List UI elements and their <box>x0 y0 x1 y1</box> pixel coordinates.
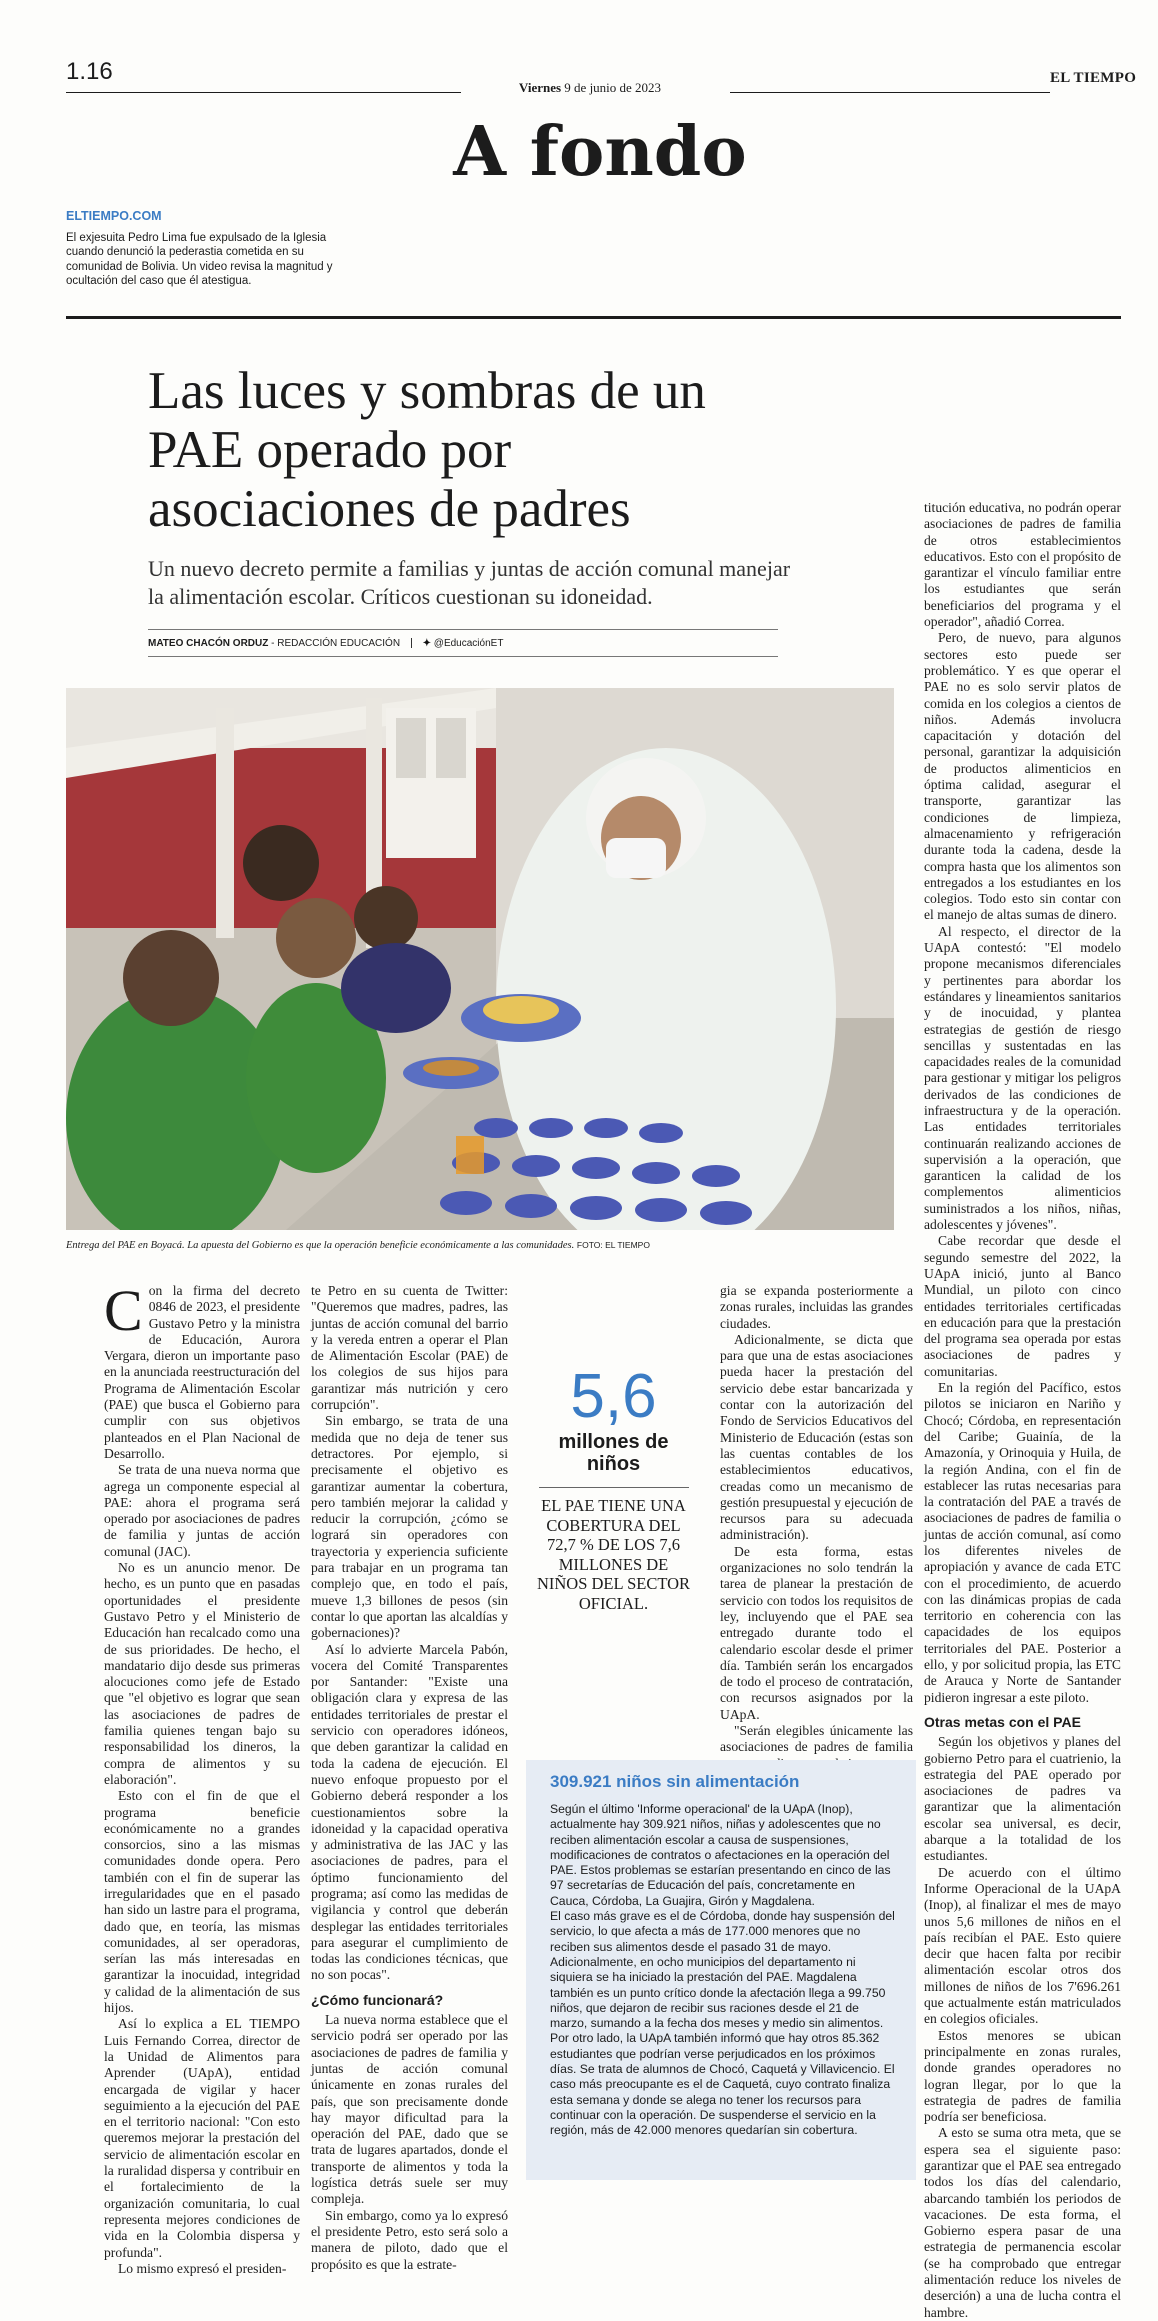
page-date <box>470 80 710 96</box>
body-column-4 <box>924 500 1121 2321</box>
body-paragraph: Adicionalmente, se dicta que para que una de estas asociaciones pueda hacer la prestación del servicio debe estar bancarizada y contar con la autorización del Fondo de Servicios Educativos del Ministerio de Educación (estas son las cuentas contables de los establecimientos educativos, creadas como un mecanismo de gestión presupuestal y ejecución de recursos para su adecuada administración). <box>720 1331 913 1543</box>
subheading-como-funcionara: ¿Cómo funcionará? <box>311 1991 444 2008</box>
article-headline: Las luces y sombras de un PAE operado por asociaciones de padres <box>148 362 706 538</box>
body-paragraph: Lo mismo expresó el presiden- <box>118 2260 287 2276</box>
byline <box>148 638 503 649</box>
body-paragraph: Sin embargo, se trata de una medida que no deja de tener sus detractores. Por ejemplo, si precisamente el objetivo es garantizar aumentar la cobertura, pero también mejorar la calidad y reducir la corrupción, ¿cómo se logrará sin operadores con trayectoria y experiencia suficiente para trabajar en un programa tan complejo que, en todo el país, mueve 1,3 billones de pesos (sin contar lo que aportan las alcaldías y gobernaciones)? <box>311 1413 508 1641</box>
body-paragraph: En la región del Pacífico, estos pilotos se iniciaron en Nariño y Chocó; Córdoba, en representación del Caribe; Guainía, de la Amazonía, y Orinoquia y Huila, de la región Andina, con el fin de establecer las rutas necesarias para la contratación del PAE a través de asociaciones de padres de familia o juntas de acción comunal, así como los diferentes niveles de apropiación y avance de cada ETC con el procedimiento, de acuerdo con las dinámicas propias de cada territorio en coherencia con las capacidades de los equipos territoriales del PAE. Posterior a ello, y por solicitud propia, las ETC de Arauca y Norte de Santander pidieron ingresar a este piloto. <box>924 1380 1121 1705</box>
body-paragraph: Cabe recordar que desde el segundo semestre del 2022, la UApA inició, junto al Banco Mundial, un piloto con cinco entidades territoriales certificadas en educación para que la prestación del programa sea operada por estas asociaciones de padres y comunitarias. <box>924 1233 1121 1379</box>
body-paragraph: No es un anuncio menor. De hecho, es un punto que en pasadas oportunidades el presidente Gustavo Petro y el Ministerio de Educación han recalcado como una de sus prioridades. De hecho, el mandatario dijo desde sus primeras alocuciones como jefe de Estado que "el objetivo es lograr que sean las asociaciones de padres de familia quienes tengan bajo su responsabilidad los dineros, la compra de alimentos y su elaboración". <box>104 1560 300 1787</box>
body-paragraph: Se trata de una nueva norma que agrega un componente especial al PAE: ahora el programa será operado por asociaciones de padres de familia y juntas de acción comunal (JAC). <box>104 1462 300 1559</box>
body-paragraph: De acuerdo con el último Informe Operacional de la UApA (Inop), al finalizar el mes de mayo unos 5,6 millones de niños en el país recibían el PAE. Esto quiere decir que hacen falta por recibir alimentación escolar otros dos millones de niños de los 7'696.261 que actualmente están matriculados en colegios oficiales. <box>924 1864 1121 2027</box>
photo-credit: FOTO: EL TIEMPO <box>576 1240 650 1250</box>
box-paragraph: Por otro lado, la UApA también informó que hay otros 85.362 estudiantes que podrían verse perjudicados en los próximos días. Se trata de alumnos de Chocó, Caquetá y Villavicencio. El caso más preocupante es el de Caquetá, cuyo contrato finaliza esta semana y donde se alega no tener los recursos para continuar con la operación. De suspenderse el servicio en la región, más de 42.000 menores quedarían sin cobertura. <box>550 2031 895 2138</box>
body-paragraph: A esto se suma otra meta, que se espera sea el siguiente paso: garantizar que el PAE sea entregado todos los días del calendario, abarcando también los periodos de vacaciones. De esta forma, el Gobierno espera pasar de una estrategia de permanencia escolar (se ha comprobado que entregar alimentación reduce los niveles de deserción) a una de lucha contra el hambre. <box>924 2125 1121 2320</box>
section-divider <box>66 316 1121 319</box>
body-paragraph: gia se expanda posteriormente a zonas rurales, incluidas las grandes ciudades. <box>720 1283 913 1331</box>
stat-divider <box>539 1487 689 1488</box>
header-rule-left <box>66 92 461 93</box>
body-paragraph: Estos menores se ubican principalmente en zonas rurales, donde grandes operadores no logran llegar, por lo que la estrategia de padres de familia podría ser beneficiosa. <box>924 2027 1121 2125</box>
body-paragraph: Según los objetivos y planes del gobierno Petro para el cuatrienio, la estrategia del PAE operado por asociaciones de padres va garantizar que la alimentación escolar sea universal, es decir, abarque a la totalidad de los estudiantes. <box>924 1734 1121 1864</box>
stat-number: 5,6 <box>570 1362 657 1431</box>
byline-rule-top <box>148 629 778 630</box>
sidebar-box <box>526 1760 916 2180</box>
body-column-2 <box>311 1283 508 2273</box>
body-column-3 <box>720 1283 913 1772</box>
byline-separator <box>411 638 412 648</box>
byline-rule-bottom <box>148 656 778 657</box>
twitter-icon: ✦ <box>422 638 432 649</box>
section-title: A fondo <box>453 112 747 192</box>
body-paragraph: te Petro en su cuenta de Twitter: "Queremos que madres, padres, las juntas de acción comunal del barrio y la vereda entren a operar el Plan de Alimentación Escolar (PAE) de los colegios de sus hijos para garantizar más nutrición y cero corrupción". <box>311 1283 508 1413</box>
body-paragraph: Sin embargo, como ya lo expresó el presidente Petro, esto será solo a manera de piloto, dado que el propósito es que la estrate- <box>311 2207 508 2272</box>
article-photo <box>66 688 894 1230</box>
box-paragraph: Según el último 'Informe operacional' de la UApA (Inop), actualmente hay 309.921 niños, niñas y adolescentes que no reciben alimentación escolar a causa de suspensiones, modificaciones de contratos o afectaciones en la operación del PAE. Estos problemas se estarían presentando en cinco de las 97 secretarías de Educación del país, concretamente en Cauca, Córdoba, La Guajira, Girón y Magdalena. <box>550 1802 891 1908</box>
header-rule-right <box>730 92 1050 93</box>
page-number: 1.16 <box>66 58 113 85</box>
byline-role: - REDACCIÓN EDUCACIÓN <box>268 638 401 649</box>
box-paragraph: El caso más grave es el de Córdoba, donde hay suspensión del servicio, lo que afecta a más de 177.000 menores que no reciben sus alimentos desde el pasado 31 de mayo. Adicionalmente, en ocho municipios del departamento ni siquiera se ha iniciado la prestación del PAE. Magdalena también es un punto crítico donde la afectación llega a 99.750 niños, que dejaron de recibir sus raciones desde el 21 de marzo, sumando a la fecha dos meses y medio sin alimentos. <box>550 1909 895 2031</box>
byline-handle[interactable]: @EducaciónET <box>433 638 504 649</box>
box-title: 309.921 niños sin alimentación <box>550 1772 800 1791</box>
photo-caption-text: Entrega del PAE en Boyacá. La apuesta del Gobierno es que la operación beneficie económicamente a las comunidades. <box>66 1240 575 1251</box>
date-rest: 9 de junio de 2023 <box>564 80 662 95</box>
body-paragraph: Al respecto, el director de la UApA contestó: "El modelo propone mecanismos diferenciales y pertinentes para abordar los estándares y lineamientos sanitarios y de inocuidad, y plantea estrategias de gestión de riesgo sencillas y sustentadas en las capacidades reales de la comunidad para gestionar y mitigar los peligros derivados de las condiciones de infraestructura y de la operación. Las entidades territoriales continuarán realizando acciones de supervisión a la operación, que garanticen la calidad de los complementos alimenticios suministrados a los niños, niñas, adolescentes y jóvenes". <box>924 923 1121 1233</box>
body-paragraph: Así lo advierte Marcela Pabón, vocera del Comité Transparentes por Santander: "Existe una obligación clara y expresa de las entidades territoriales de prestar el servicio con operadores idóneos, que deben garantizar la calidad en toda la cadena de ejecución. El nuevo enfoque propuesto por el Gobierno deberá responder a los cuestionamientos sobre la idoneidad y la capacidad operativa y administrativa de las JAC y las asociaciones de padres, para el óptimo funcionamiento del programa; así como las medidas de vigilancia y control que deberán desplegar las entidades territoriales para asegurar el cumplimiento de todas las condiciones técnicas, que no son pocas". <box>311 1641 508 1983</box>
body-paragraph: Así lo explica a EL TIEMPO Luis Fernando Correa, director de la Unidad de Alimentos para Aprender (UApA), entidad encargada de vigilar y hacer seguimiento a la ejecución del PAE en el territorio nacional: "Con esto queremos mejorar la prestación del servicio de alimentación escolar en la ruralidad dispersa y contribuir en el fortalecimiento de la organización comunitaria, lo cual representa mejores condiciones de vida en la Colombia dispersa y profunda". <box>104 2016 300 2260</box>
body-paragraph: De esta forma, estas organizaciones no solo tendrán la tarea de planear la prestación de servicio con todos los requisitos de ley, incluyendo que el PAE sea entregado durante todo el calendario escolar desde el primer día. También serán los encargados de todo el proceso de contratación, con recursos asignados por la UApA. <box>720 1543 913 1722</box>
body-paragraph: Pero, de nuevo, para algunos sectores esto puede ser problemático. Y es que operar el PAE no es solo servir platos de comida en los colegios a cientos de niños. Además involucra capacitación y dotación del personal, garantizar la adquisición de productos alimenticios en óptima calidad, asegurar el transporte, garantizar las condiciones de limpieza, almacenamiento y refrigeración durante toda la cadena, desde la compra hasta que los alimentos son entregados a los estudiantes en los colegios. Todo esto sin contar con el manejo de altas sumas de dinero. <box>924 630 1121 923</box>
body-column-1 <box>104 1278 300 2277</box>
promo-site-link[interactable]: ELTIEMPO.COM <box>66 209 162 223</box>
subheading-otras-metas: Otras metas con el PAE <box>924 1713 1081 1730</box>
drop-cap: C <box>104 1278 143 1343</box>
date-day: Viernes <box>518 80 562 95</box>
body-paragraph: on la firma del decreto 0846 de 2023, el presidente Gustavo Petro y la ministra de Educación, Aurora Vergara, dieron un importante paso en la anunciada reestructuración del Programa de Alimentación Escolar (PAE) que busca el Gobierno para cumplir con sus objetivos planteados en el Plan Nacional de Desarrollo. <box>104 1283 300 1461</box>
photo-caption <box>66 1240 894 1251</box>
byline-author: MATEO CHACÓN ORDUZ <box>148 638 269 649</box>
body-paragraph: La nueva norma establece que el servicio podrá ser operado por las asociaciones de padres de familia y juntas de acción comunal únicamente en zonas rurales del país, que son precisamente donde hay mayor dificultad para la operación del PAE, dado que se trata de lugares apartados, donde el transporte de alimentos y toda la logística detrás suele ser muy compleja. <box>311 2012 508 2207</box>
body-paragraph: "Serán elegibles únicamente las asociaciones de padres de familia <box>720 1723 913 1755</box>
stat-callout <box>526 1362 701 1613</box>
body-paragraph: Esto con el fin de que el programa beneficie económicamente no a grandes consorcios, sino a las mismas comunidades donde opera. Pero también con el fin de superar las irregularidades que en el pasado han sido un lastre para el programa, dado que, en teoría, las mismas comunidades, al ser operadoras, serían las más interesadas en garantizar la inocuidad, integridad y calidad de la alimentación de sus hijos. <box>104 1788 300 2016</box>
stat-unit: millones de niños <box>558 1431 669 1475</box>
stat-text: EL PAE TIENE UNA COBERTURA DEL 72,7 % DE LOS 7,6 MILLONES DE NIÑOS DEL SECTOR OFICIAL. <box>536 1496 691 1613</box>
body-paragraph: titución educativa, no podrán operar asociaciones de padres de familia de otros establecimientos educativos. Esto con el propósito de garantizar el vínculo familiar entre los estudiantes que serán beneficiarios del programa y el operador", añadió Correa. <box>924 500 1121 630</box>
photo-illustration <box>66 688 894 1230</box>
promo-text: El exjesuita Pedro Lima fue expulsado de la Iglesia cuando denunció la pederastia cometida en su comunidad de Bolivia. Un video revisa la magnitud y ocultación del caso que él atestigua. <box>66 232 333 287</box>
brand-logo: EL TIEMPO <box>1050 70 1137 86</box>
article-dek: Un nuevo decreto permite a familias y juntas de acción comunal manejar la alimentación escolar. Críticos cuestionan su idoneidad. <box>148 556 791 609</box>
box-body <box>550 1802 896 2139</box>
